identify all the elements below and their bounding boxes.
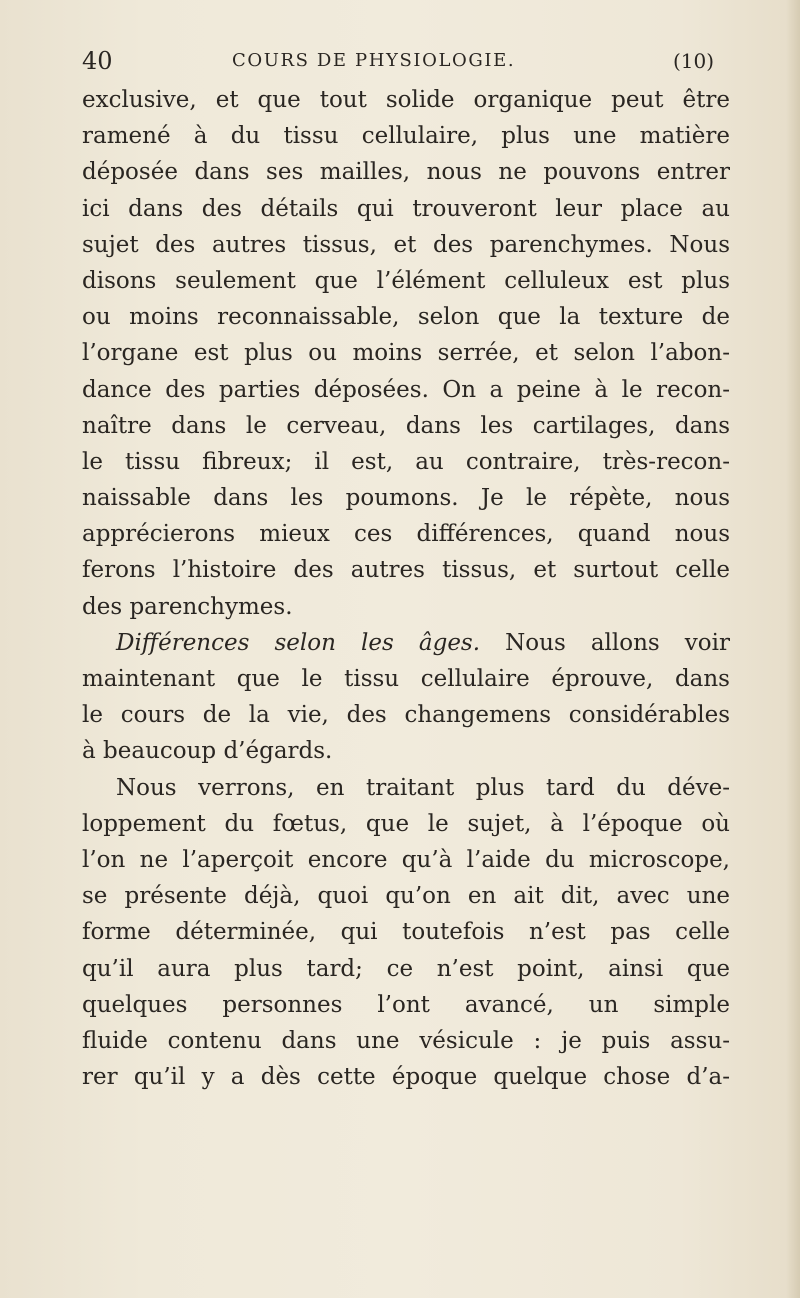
text-line: apprécierons mieux ces différences, quand nous: [82, 521, 730, 548]
text-line: rer qu’il y a dès cette époque quelque chose d’a-: [82, 1064, 730, 1091]
text-line: forme déterminée, qui toutefois n’est pas celle: [82, 919, 730, 946]
text-line: sujet des autres tissus, et des parenchymes. Nous: [82, 231, 730, 258]
page-number: 40: [82, 47, 113, 75]
running-title: COURS DE PHYSIOLOGIE.: [232, 50, 516, 71]
text-line: à beaucoup d’égards.: [82, 738, 333, 765]
text-line: des parenchymes.: [82, 593, 293, 620]
text-line: ou moins reconnaissable, selon que la texture de: [82, 304, 730, 331]
text-line: disons seulement que l’élément celluleux est plus: [82, 267, 730, 294]
text-line: quelques personnes l’ont avancé, un simple: [82, 991, 730, 1018]
text-line: le cours de la vie, des changemens considérables: [82, 702, 730, 729]
text-body: [82, 82, 730, 1095]
text-line: ferons l’histoire des autres tissus, et surtout celle: [82, 557, 730, 584]
heading-line-rest: Nous allons voir: [505, 629, 731, 656]
text-line: le tissu fibreux; il est, au contraire, très-recon-: [82, 448, 730, 475]
text-line: l’on ne l’aperçoit encore qu’à l’aide du microscope,: [82, 846, 730, 873]
text-line: fluide contenu dans une vésicule : je puis assu-: [82, 1027, 730, 1054]
text-line: naître dans le cerveau, dans les cartilages, dans: [82, 412, 730, 439]
text-line: maintenant que le tissu cellulaire éprouve, dans: [82, 666, 730, 692]
paragraph-first-line: Nous verrons, en traitant plus tard du déve-: [116, 774, 730, 801]
section-heading-line: [82, 625, 730, 661]
text-line: qu’il aura plus tard; ce n’est point, ainsi que: [82, 955, 730, 982]
text-line: se présente déjà, quoi qu’on en ait dit, avec une: [82, 883, 730, 910]
text-line: ici dans des détails qui trouveront leur place au: [82, 195, 730, 222]
text-line: dance des parties déposées. On a peine à le recon-: [82, 376, 730, 403]
text-line: exclusive, et que tout solide organique peut être: [82, 87, 730, 113]
page-edge-shadow: [786, 0, 800, 1298]
text-line: ramené à du tissu cellulaire, plus une matière: [82, 123, 730, 150]
running-header: [82, 44, 714, 78]
text-line: loppement du fœtus, que le sujet, à l’époque où: [82, 810, 730, 837]
text-line: déposée dans ses mailles, nous ne pouvons entrer: [82, 159, 730, 186]
section-number: (10): [672, 49, 714, 73]
section-heading: Différences selon les âges.: [116, 629, 481, 656]
text-line: naissable dans les poumons. Je le répète, nous: [82, 485, 730, 512]
text-line: l’organe est plus ou moins serrée, et selon l’abon-: [82, 340, 730, 367]
